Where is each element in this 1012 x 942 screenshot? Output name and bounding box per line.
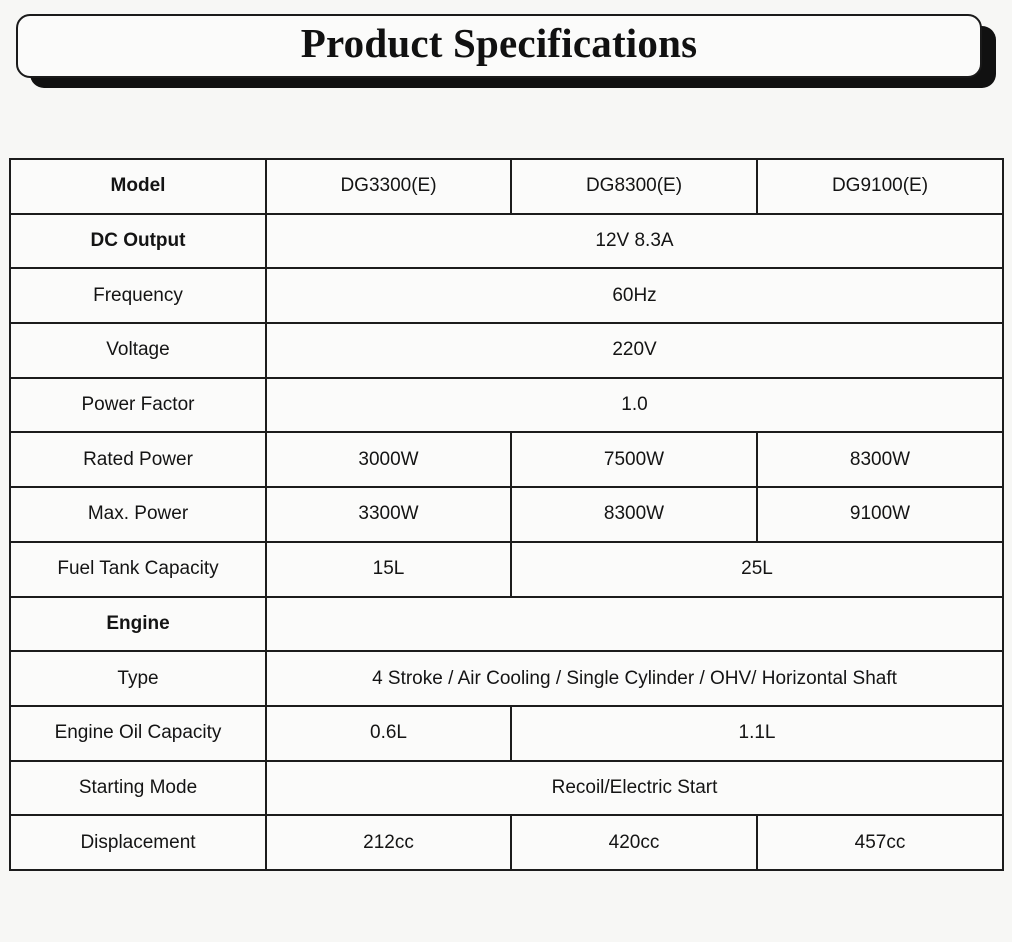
row-label-max-power: Max. Power [10,487,266,542]
displacement-dg8300: 420cc [511,815,757,870]
table-row-frequency [10,268,1003,323]
spec-table [9,158,1004,871]
table-row-voltage [10,323,1003,378]
page-title: Product Specifications [300,20,698,66]
row-label-model: Model [10,159,266,214]
starting-mode-value: Recoil/Electric Start [266,761,1003,816]
voltage-value: 220V [266,323,1003,378]
table-row-engine [10,597,1003,652]
engine-oil-dg3300: 0.6L [266,706,511,761]
table-row-max-power [10,487,1003,542]
dc-output-value: 12V 8.3A [266,214,1003,269]
engine-value [266,597,1003,652]
max-power-dg9100: 9100W [757,487,1003,542]
displacement-dg3300: 212cc [266,815,511,870]
model-dg9100: DG9100(E) [757,159,1003,214]
row-label-voltage: Voltage [10,323,266,378]
table-row-fuel-tank [10,542,1003,597]
row-label-power-factor: Power Factor [10,378,266,433]
row-label-starting-mode: Starting Mode [10,761,266,816]
row-label-displacement: Displacement [10,815,266,870]
table-row-type [10,651,1003,706]
table-row-displacement [10,815,1003,870]
model-dg8300: DG8300(E) [511,159,757,214]
frequency-value: 60Hz [266,268,1003,323]
model-dg3300: DG3300(E) [266,159,511,214]
rated-power-dg8300: 7500W [511,432,757,487]
table-row-starting-mode [10,761,1003,816]
row-label-frequency: Frequency [10,268,266,323]
type-value: 4 Stroke / Air Cooling / Single Cylinder / OHV/ Horizontal Shaft [266,651,1003,706]
row-label-dc-output: DC Output [10,214,266,269]
row-label-engine: Engine [10,597,266,652]
power-factor-value: 1.0 [266,378,1003,433]
engine-oil-dg8300-dg9100: 1.1L [511,706,1003,761]
table-row-dc-output [10,214,1003,269]
max-power-dg3300: 3300W [266,487,511,542]
row-label-rated-power: Rated Power [10,432,266,487]
table-row-rated-power [10,432,1003,487]
table-row-model [10,159,1003,214]
fuel-tank-dg3300: 15L [266,542,511,597]
row-label-type: Type [10,651,266,706]
fuel-tank-dg8300-dg9100: 25L [511,542,1003,597]
title-banner [16,14,982,78]
rated-power-dg9100: 8300W [757,432,1003,487]
table-row-power-factor [10,378,1003,433]
rated-power-dg3300: 3000W [266,432,511,487]
row-label-fuel-tank: Fuel Tank Capacity [10,542,266,597]
table-row-engine-oil [10,706,1003,761]
row-label-engine-oil: Engine Oil Capacity [10,706,266,761]
max-power-dg8300: 8300W [511,487,757,542]
displacement-dg9100: 457cc [757,815,1003,870]
